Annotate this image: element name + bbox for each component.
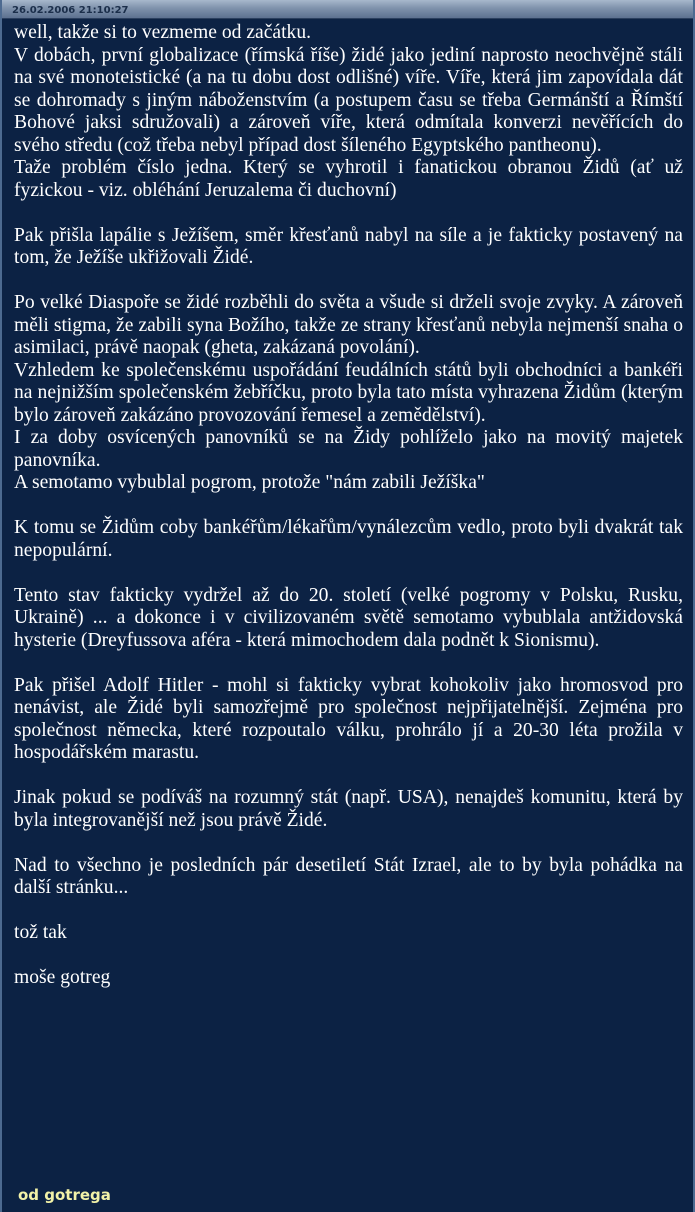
- post-date: 26.02.2006 21:10:27: [12, 5, 129, 16]
- post-author[interactable]: od gotrega: [18, 1186, 111, 1204]
- post-body: [2, 19, 693, 990]
- post-paragraph: K tomu se Židům coby bankéřům/lékařům/vynálezcům vedlo, proto byli dvakrát tak nepopulární.: [14, 517, 683, 561]
- post-paragraph: Pak přišel Adolf Hitler - mohl si fakticky vybrat kohokoliv jako hromosvod pro nenávist, ale Židé byli samozřejmě pro společnost nejpřijatelnější. Zejména pro společnost německa, které rozpoutalo válku, prohrálo jí a 20-30 léta prožila v hospodářském marastu.: [14, 674, 683, 763]
- post-paragraph: well, takže si to vezmeme od začátku.: [14, 22, 312, 43]
- post-paragraph: Nad to všechno je posledních pár desetiletí Stát Izrael, ale to by byla pohádka na další stránku...: [14, 854, 683, 898]
- post-paragraph: Tento stav fakticky vydržel až do 20. století (velké pogromy v Polsku, Rusku, Ukraině) ... a dokonce i v civilizovaném světě semotamo vybublala antžidovská hysterie (Dreyfussova aféra - která mimochodem dala podnět k Sionismu).: [14, 584, 683, 651]
- post-paragraph: Po velké Diaspoře se židé rozběhli do světa a všude si drželi svoje zvyky. A zároveň měli stigma, že zabili syna Božího, takže ze strany křesťanů nebyla nejmenší snaha o asimilaci, právě naopak (gheta, zakázaná povolání).: [14, 292, 683, 358]
- post-paragraph: V dobách, první globalizace (římská říše) židé jako jediní naprosto neochvějně stáli na své monoteistické (a na tu dobu dost odlišné) víře. Víře, která jim zapovídala dát se dohromady s jiným náboženstvím (a postupem času se třeba Germánští a Římští Bohové jaksi sdružovali) a zároveň víře, která odmítala konverzi nevěřících do svého středu (což třeba nebyl případ dost šíleného Egyptského pantheonu).: [14, 44, 683, 156]
- post-paragraph: Jinak pokud se podíváš na rozumný stát (např. USA), nenajdeš komunitu, která by byla integrovanější než jsou právě Židé.: [14, 787, 683, 831]
- post-paragraph: Vzhledem ke společenskému uspořádání feudálních států byli obchodníci a bankéři na nejnižším společenském žebříčku, proto byla tato místa vyhrazena Židům (kterým bylo zároveň zakázáno provozování řemesel a zemědělství).: [14, 359, 683, 426]
- post-paragraph: tož tak: [14, 922, 67, 943]
- post-paragraph: A semotamo vybublal pogrom, protože "nám zabili Ježíška": [14, 472, 485, 493]
- post-header: [2, 0, 693, 19]
- post-paragraph: Taže problém číslo jedna. Který se vyhrotil i fanatickou obranou Židů (ať už fyzickou - viz. obléhání Jeruzalema či duchovní): [14, 157, 683, 201]
- post-paragraph: Pak přišla lapálie s Ježíšem, směr křesťanů nabyl na síle a je fakticky postavený na tom, že Ježíše ukřižovali Židé.: [14, 224, 683, 268]
- post-signature: moše gotreg: [14, 967, 111, 988]
- post-paragraph: I za doby osvícených panovníků se na Židy pohlíželo jako na movitý majetek panovníka.: [14, 427, 683, 471]
